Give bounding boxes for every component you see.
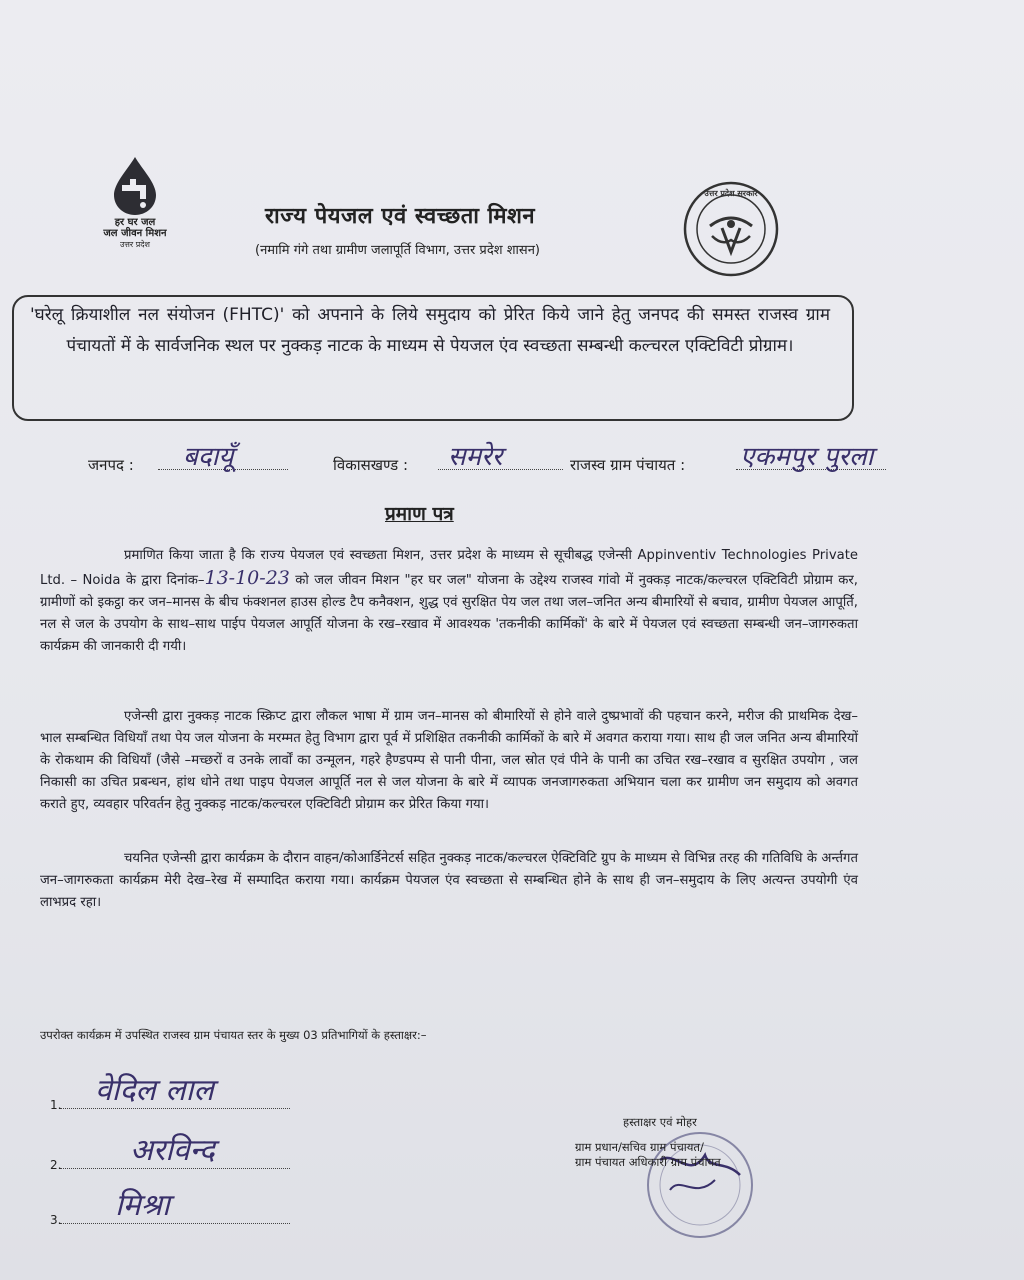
emblem-text: उत्तर प्रदेश सरकार — [704, 189, 758, 198]
up-government-emblem — [682, 180, 780, 278]
signatory-stamp-area — [575, 1110, 795, 1230]
certificate-title: प्रमाण पत्र — [385, 503, 454, 525]
paragraph-1 — [40, 545, 858, 658]
signature-number: 3. — [50, 1213, 62, 1227]
janpad-label: जनपद : — [88, 456, 134, 474]
signature-name: मिश्रा — [115, 1188, 170, 1223]
signature-number: 2. — [50, 1158, 62, 1172]
logo-caption-1: हर घर जल — [114, 217, 156, 228]
signature-and-seal-label: हस्ताक्षर एवं मोहर — [623, 1115, 697, 1129]
signature-dotted-line — [60, 1223, 290, 1224]
program-topic: 'घरेलू क्रियाशील नल संयोजन (FHTC)' को अपनाने के लिये समुदाय को प्रेरित किये जाने हेतु जनपद की समस्त राजस्व ग्राम पंचायतों में के सार्वजनिक स्थल पर नुक्कड़ नाटक के माध्यम से पेयजल एंव स्वच्छता सम्बन्धी कल्चरल एक्टिविटी प्रोग्राम। — [30, 305, 830, 356]
signatory-designation-2: ग्राम पंचायत अधिकारी ग्राम पंचायत — [575, 1155, 721, 1169]
janpad-value: बदायूँ — [183, 442, 234, 472]
signature-number: 1. — [50, 1098, 62, 1112]
vikas-value: समरेर — [448, 442, 503, 472]
event-date: 13-10-23 — [204, 567, 290, 589]
logo-caption-2: जल जीवन मिशन — [103, 228, 167, 239]
para2-text: एजेन्सी द्वारा नुक्कड़ नाटक स्क्रिप्ट द्वारा लौकल भाषा में ग्राम जन–मानस को बीमारियों से होने वाले दुष्प्रभावों की पहचान करने, मरीज की प्राथमिक देख–भाल सम्बन्धित विधियाँ तथा पेय जल योजना के मरम्मत हेतु विभाग द्वारा पूर्व में प्रशिक्षित तकनीकी कार्मिकों के बारे में अवगत कराया गया। साथ ही जल जनित अन्य बीमारियों के रोकथाम की विधियाँ (जैसे –मच्छरों व उनके लार्वों का उन्मूलन, गहरे हैण्डपम्प से पानी पीना, जल स्रोत एवं पीने के पानी का उचित रख–रखाव व सुरक्षित उपयोग , जल निकासी का उचित प्रबन्धन, हांथ धोने तथा पाइप पेयजल आपूर्ति नल से जल योजना के बारे में व्यापक जनजागरुकता अभियान चला कर ग्रामीण जन समुदाय को अवगत कराते हुए, व्यवहार परिवर्तन हेतु नुक्कड़ नाटक/कल्चरल एक्टिविटी प्रोग्राम कर प्रेरित किया गया। — [40, 709, 858, 812]
participant-signature-3 — [50, 1188, 310, 1235]
participant-signature-2 — [50, 1133, 310, 1180]
gram-panchayat-label: राजस्व ग्राम पंचायत : — [570, 456, 686, 474]
jal-jeevan-mission-logo — [90, 155, 180, 265]
gram-panchayat-value: एकमपुर पुरला — [740, 442, 874, 472]
mission-title: राज्य पेयजल एवं स्वच्छता मिशन — [265, 204, 536, 229]
water-drop-tap-icon — [106, 155, 164, 217]
signature-name: वेदिल लाल — [95, 1073, 214, 1108]
para3-text: चयनित एजेन्सी द्वारा कार्यक्रम के दौरान वाहन/कोआर्डिनेटर्स सहित नुक्कड़ नाटक/कल्चरल ऐक्टिविटि ग्रुप के माध्यम से विभिन्न तरह की गतिविधि के अर्न्तगत जन–जागरुकता कार्यक्रम मेरी देख–रेख में सम्पादित कराया गया। कार्यक्रम पेयजल एंव स्वच्छता से सम्बन्धित होने के साथ ही जन–समुदाय के लिए अत्यन्त उपयोगी एंव लाभप्रद रहा। — [40, 851, 858, 910]
paragraph-3 — [40, 848, 858, 914]
para1-text-after-date: को जल जीवन मिशन "हर घर जल" योजना के उद्देश्य राजस्व गांवो में नुक्कड़ नाटक/कल्चरल एक्टिविटी प्रोग्राम कर, ग्रामीणों को इकट्ठा कर जन–मानस के बीच फंक्शनल हाउस होल्ड टैप कनैक्शन, शुद्ध एवं सुरक्षित पेय जल तथा जल–जनित अन्य बीमारियों से बचाव, ग्रामीण पेयजल आपूर्ति, नल से जल के उपयोग के साथ–साथ पाईप पेयजल आपूर्ति योजना के रख–रखाव में आवश्यक 'तकनीकी कार्मिकों' के बारे में पेयजल एवं स्वच्छता सम्बन्धी जन–जागरुकता कार्यक्रम की जानकारी दी गयी। — [40, 573, 858, 654]
vikas-label: विकासखण्ड : — [333, 456, 409, 474]
signatory-designation-1: ग्राम प्रधान/सचिव ग्राम पंचायत/ — [575, 1140, 704, 1154]
location-fields — [88, 442, 988, 485]
logo-caption-3: उत्तर प्रदेश — [120, 240, 150, 249]
participants-label: उपरोक्त कार्यक्रम में उपस्थित राजस्व ग्राम पंचायत स्तर के मुख्य 03 प्रतिभागियों के हस्ताक्षर:– — [40, 1028, 427, 1042]
signature-name: अरविन्द — [130, 1133, 215, 1168]
mission-subtitle: (नमामि गंगे तथा ग्रामीण जलापूर्ति विभाग, उत्तर प्रदेश शासन) — [255, 243, 540, 258]
para1-text-before-date: प्रमाणित किया जाता है कि राज्य पेयजल एवं स्वच्छता मिशन, उत्तर प्रदेश के माध्यम से सूचीबद्ध एजेन्सी Appinventiv Technologies Private Ltd. – Noida के द्वारा दिनांक– — [40, 548, 858, 588]
participant-signature-1 — [50, 1073, 310, 1120]
paragraph-2 — [40, 706, 858, 816]
